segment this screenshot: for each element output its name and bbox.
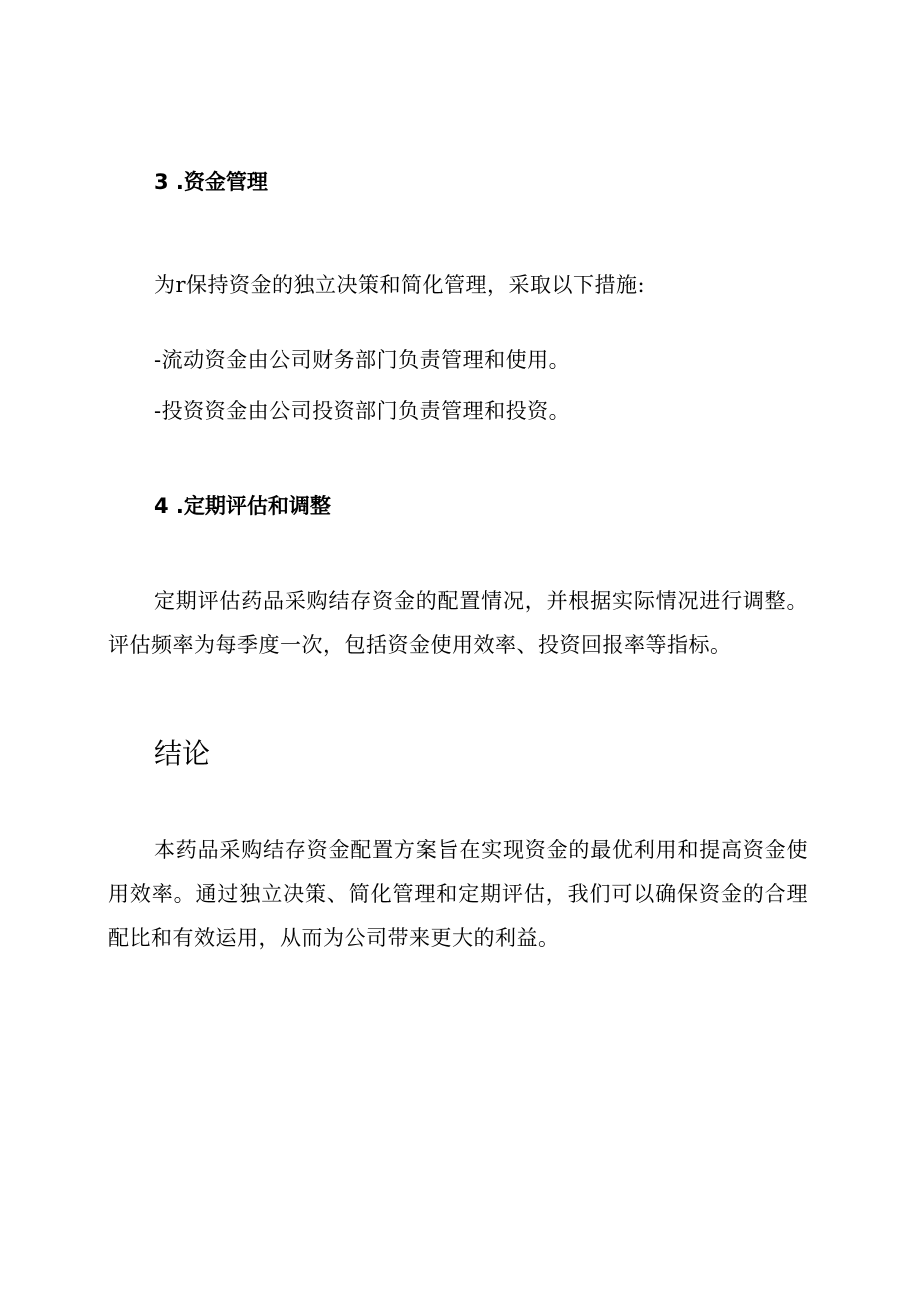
section-3-item-2: -投资资金由公司投资部门负责管理和投资。 [154,399,571,423]
section-3-heading: 3 .资金管理 [154,170,268,194]
section-4-heading: 4 .定期评估和调整 [154,494,331,518]
conclusion-heading: 结论 [154,737,211,770]
section-4-body: 定期评估药品采购结存资金的配置情况，并根据实际情况进行调整。评估频率为每季度一次，包括资金使用效率、投资回报率等指标。 [108,589,808,657]
section-3-item-1: -流动资金由公司财务部门负责管理和使用。 [154,348,571,372]
section-3-intro: 为r保持资金的独立决策和简化管理，采取以下措施: [154,273,646,297]
conclusion-body: 本药品采购结存资金配置方案旨在实现资金的最优利用和提高资金使用效率。通过独立决策、简化管理和定期评估，我们可以确保资金的合理配比和有效运用，从而为公司带来更大的利益。 [108,838,808,950]
